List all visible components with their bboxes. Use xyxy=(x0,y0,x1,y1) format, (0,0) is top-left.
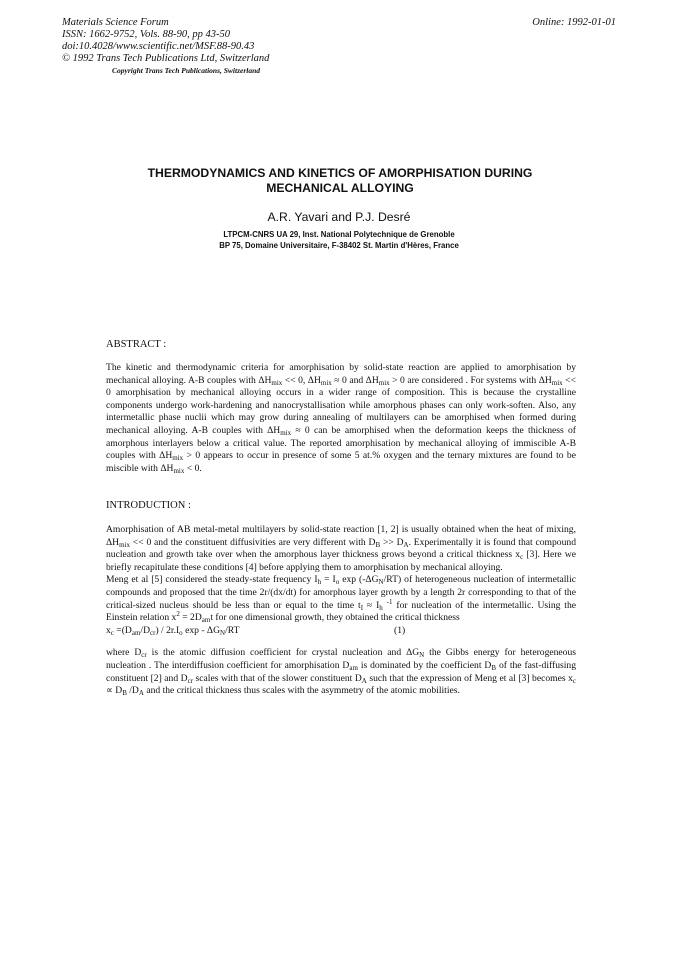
abstract-heading: ABSTRACT : xyxy=(106,339,167,350)
journal-doi: doi:10.4028/www.scientific.net/MSF.88-90.43 xyxy=(62,41,255,52)
affiliation-line-2: BP 75, Domaine Universitaire, F-38402 St. Martin d'Hères, France xyxy=(219,241,459,250)
affiliation-line-1: LTPCM-CNRS UA 29, Inst. National Polytechnique de Grenoble xyxy=(223,230,455,239)
affiliation xyxy=(0,229,678,251)
introduction-heading: INTRODUCTION : xyxy=(106,500,191,511)
authors: A.R. Yavari and P.J. Desré xyxy=(267,210,411,224)
journal-issn: ISSN: 1662-9752, Vols. 88-90, pp 43-50 xyxy=(62,29,230,40)
journal-header xyxy=(62,17,362,65)
abstract-text: The kinetic and thermodynamic criteria for amorphisation by solid-state reaction are applied to amorphisation by mechanical alloying. A-B couples with $\Delta H_{mix} << 0$, $\Delta H_{mix} \approx 0$ and $\Delta H_{mix} > 0$ are considered . For systems with $\Delta H_{mix} << 0$ amorphisation by mechanical alloying occurs in a wider range of composition. This is because the crystalline components undergo work-hardening and nanocrystallisation while amorphous phases can only work-soften. Also, any intermetallic phase nuclii which may grow during annealing of multilayers can be amorphised when formed during mechanical alloying. A-B couples with $\Delta H_{mix} \approx 0$ can be amorphised when the deformation keeps the thickness of amorphous interlayers below a critical value. The reported amorphisation by mechanical alloying of immiscible A-B couples with $\Delta H_{mix} > 0$ appears to occur in presence of some 5 at.% oxygen and the ternary mixtures are found to be miscible with $\Delta H_{mix} < 0$. xyxy=(106,362,576,475)
equation-number: (1) xyxy=(394,624,406,636)
introduction-text: Amorphisation of AB metal-metal multilayers by solid-state reaction [1, 2] is usually obtained when the heat of mixing, $\Delta H_{mix} << 0$ and the constituent diffusivities are very different with $D_B >> D_A$. Experimentally it is found that compound nucleation and growth take over when the amorphous layer thickness grows beyond a critical thickness $x_c$ [3]. Here we briefly recapitulate these conditions [4] before applying them to amorphisation by mechanical alloying. Meng et al [5] considered the steady-state frequency $I_h = I_o$ $\exp (-\Delta G_N/RT)$ of heterogeneous nucleation of intermetallic compounds and proposed that the time 2r/(dx/dt) for amorphous layer growth by a length 2r corresponding to that of the critical-sized nucleus should be less than or equal to the time $t_I \approx I_h$ $^{-1}$ for nucleation of the intermetallic. Using the Einstein relation $x^2 = 2D_{am}t$ for one dimensional growth, they obtained the critical thickness $x_c =(D_{am}/D_{cr}) / 2r.I_o$ exp - $\Delta G_N/RT$ (1) where $D_{cr}$ is the atomic diffusion coefficient for crystal nucleation and $\Delta G_N$ the Gibbs energy for heterogeneous nucleation . The interdiffusion coefficient for amorphisation $D_{am}$ is dominated by the coefficient $D_B$ of the fast-diffusing constituent [2] and $D_{cr}$ scales with that of the slower constituent $D_A$ such that the expression of Meng et al [3] becomes $x_c \propto D_B$ $/D_A$ and the critical thickness thus scales with the asymmetry of the atomic mobilities. xyxy=(106,524,577,698)
equation-1: $x_c =(D_{am}/D_{cr}) / 2r.I_o$ exp - $\Delta G_N/RT$ (1) xyxy=(106,624,406,637)
journal-publisher: © 1992 Trans Tech Publications Ltd, Switzerland xyxy=(62,53,270,64)
paper-title xyxy=(90,166,590,196)
title-line-2: MECHANICAL ALLOYING xyxy=(266,181,414,195)
title-line-1: THERMODYNAMICS AND KINETICS OF AMORPHISATION DURING xyxy=(147,166,533,180)
online-date: Online: 1992-01-01 xyxy=(532,17,616,28)
journal-name: Materials Science Forum xyxy=(62,17,169,28)
copyright-note: Copyright Trans Tech Publications, Switzerland xyxy=(112,66,261,75)
